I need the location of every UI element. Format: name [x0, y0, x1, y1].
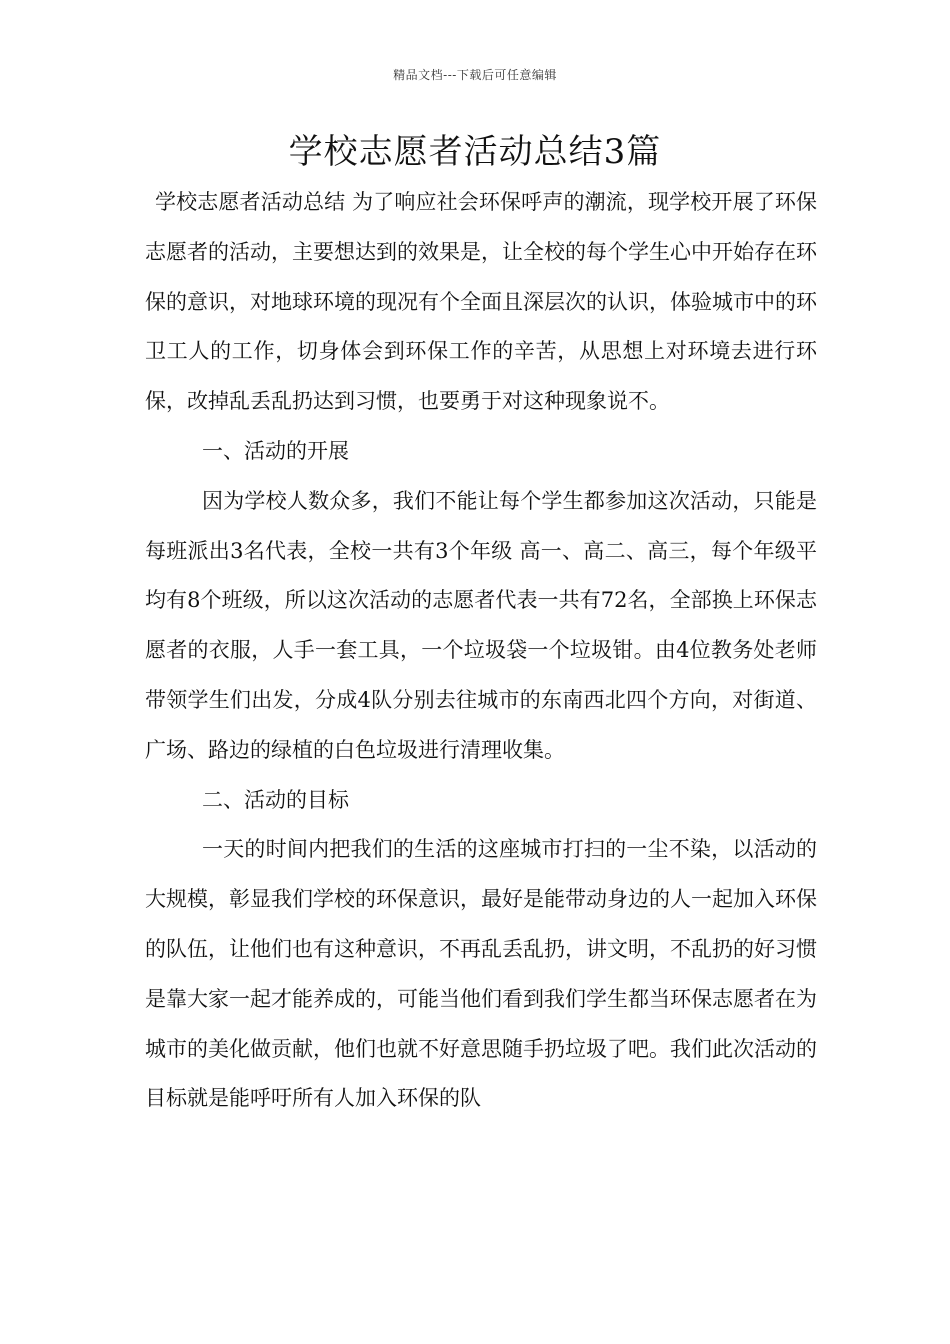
header-note: 精品文档---下载后可任意编辑	[393, 68, 557, 82]
section-heading-1: 一、活动的开展	[202, 438, 349, 463]
section-heading-2: 二、活动的目标	[202, 787, 349, 812]
paragraph-activity: 因为学校人数众多，我们不能让每个学生都参加这次活动，只能是每班派出3名代表，全校一共有3个年级 高一、高二、高三，每个年级平均有8个班级，所以这次活动的志愿者代表一共有72名，全部换上环保志愿者的衣服，人手一套工具，一个垃圾袋一个垃圾钳。由4位教务处老师带领学生们出发，分成4队分别去往城市的东南西北四个方向，对街道、广场、路边的绿植的白色垃圾进行清理收集。	[145, 488, 817, 762]
document-title: 学校志愿者活动总结3篇	[288, 132, 662, 172]
paragraph-goal: 一天的时间内把我们的生活的这座城市打扫的一尘不染，以活动的大规模，彰显我们学校的环保意识，最好是能带动身边的人一起加入环保的队伍，让他们也有这种意识，不再乱丢乱扔，讲文明，不乱扔的好习惯是靠大家一起才能养成的，可能当他们看到我们学生都当环保志愿者在为城市的美化做贡献，他们也就不好意思随手扔垃圾了吧。我们此次活动的目标就是能呼吁所有人加入环保的队	[145, 837, 817, 1111]
paragraph-intro: 学校志愿者活动总结 为了响应社会环保呼声的潮流，现学校开展了环保志愿者的活动，主要想达到的效果是，让全校的每个学生心中开始存在环保的意识，对地球环境的现况有个全面且深层次的认识，体验城市中的环卫工人的工作，切身体会到环保工作的辛苦，从思想上对环境去进行环保，改掉乱丢乱扔达到习惯，也要勇于对这种现象说不。	[145, 190, 817, 414]
document-body	[145, 178, 817, 1124]
